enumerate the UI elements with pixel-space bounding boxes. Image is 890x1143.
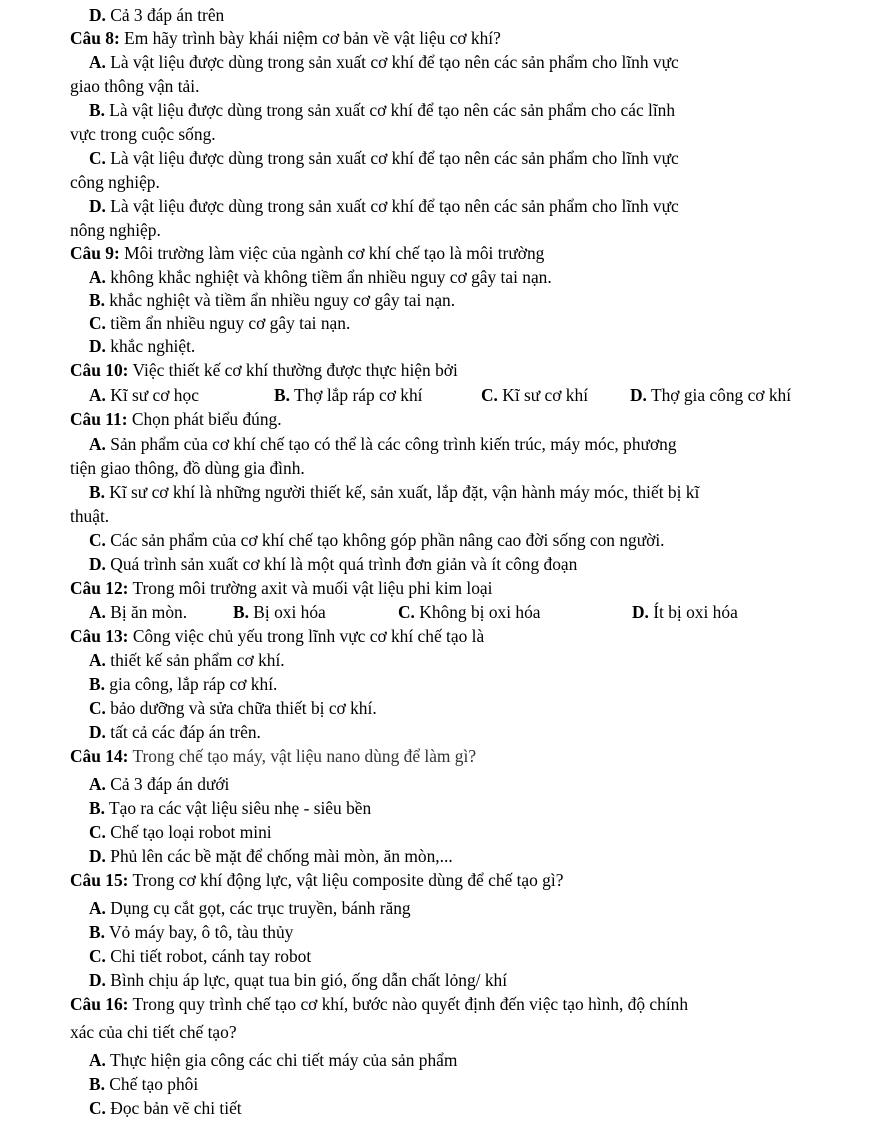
option-label: C. <box>89 148 106 168</box>
question-line <box>0 625 890 647</box>
answer-options-row <box>0 601 890 623</box>
option-text: Kĩ sư cơ khí <box>497 385 589 405</box>
question-line <box>0 993 890 1015</box>
answer-option <box>0 1049 890 1071</box>
option-label: B. <box>89 290 105 310</box>
option-text: Dụng cụ cắt gọt, các trục truyền, bánh răng <box>105 898 411 918</box>
option-text: gia công, lắp ráp cơ khí. <box>104 674 278 694</box>
option-text: khắc nghiệt và tiềm ẩn nhiều nguy cơ gây tai nạn. <box>104 290 456 310</box>
option-label: D. <box>89 196 106 216</box>
option-label: C. <box>89 530 106 550</box>
answer-option <box>0 821 890 843</box>
option-label: B. <box>89 1074 105 1094</box>
option-text: Là vật liệu được dùng trong sản xuất cơ khí để tạo nên các sản phẩm cho lĩnh vực <box>105 148 679 168</box>
answer-option <box>0 4 890 26</box>
answer-option <box>0 289 890 311</box>
option-text: tiện giao thông, đồ dùng gia đình. <box>70 458 305 478</box>
option-text: xác của chi tiết chế tạo? <box>70 1022 237 1042</box>
option-text: Chi tiết robot, cánh tay robot <box>105 946 312 966</box>
option-text: Đọc bản vẽ chi tiết <box>105 1098 242 1118</box>
option-label: B. <box>89 922 105 942</box>
question-line <box>0 869 890 891</box>
continuation-line <box>0 219 890 241</box>
option-label: A. <box>89 267 106 287</box>
option-label: A. <box>89 650 106 670</box>
answer-option <box>89 384 199 406</box>
option-text: vực trong cuộc sống. <box>70 124 216 144</box>
option-text: Tạo ra các vật liệu siêu nhẹ - siêu bền <box>104 798 372 818</box>
answer-option <box>0 1073 890 1095</box>
question-number: Câu 16: <box>70 994 129 1014</box>
question-line <box>0 745 890 767</box>
question-line <box>0 577 890 599</box>
option-text: Ít bị oxi hóa <box>648 602 738 622</box>
answer-option <box>630 384 791 406</box>
option-label: D. <box>89 554 106 574</box>
option-text: Thợ gia công cơ khí <box>646 385 792 405</box>
option-text: Vỏ máy bay, ô tô, tàu thủy <box>104 922 294 942</box>
option-label: C. <box>89 822 106 842</box>
question-number: Câu 12: <box>70 578 129 598</box>
option-text: Cả 3 đáp án trên <box>105 5 225 25</box>
answer-option <box>0 553 890 575</box>
answer-option <box>0 845 890 867</box>
option-label: D. <box>89 336 106 356</box>
answer-option <box>0 147 890 169</box>
question-number: Câu 9: <box>70 243 120 263</box>
answer-option <box>632 601 738 623</box>
option-label: C. <box>89 946 106 966</box>
option-label: D. <box>89 722 106 742</box>
option-label: A. <box>89 434 106 454</box>
option-label: A. <box>89 52 106 72</box>
answer-option <box>274 384 422 406</box>
option-text: Phủ lên các bề mặt để chống mài mòn, ăn mòn,... <box>105 846 453 866</box>
answer-option <box>0 649 890 671</box>
question-line <box>0 359 890 381</box>
option-label: B. <box>89 798 105 818</box>
question-number: Câu 13: <box>70 626 129 646</box>
option-label: A. <box>89 385 106 405</box>
answer-options-row <box>0 384 890 406</box>
option-label: D. <box>630 385 647 405</box>
question-number: Câu 14: <box>70 746 129 766</box>
question-text: Chọn phát biểu đúng. <box>127 409 282 429</box>
option-label: A. <box>89 1050 106 1070</box>
option-label: C. <box>89 1098 106 1118</box>
question-number: Câu 8: <box>70 28 120 48</box>
answer-option <box>0 99 890 121</box>
answer-option <box>0 433 890 455</box>
answer-option <box>0 335 890 357</box>
question-number: Câu 11: <box>70 409 128 429</box>
answer-option <box>0 195 890 217</box>
option-text: Sản phẩm của cơ khí chế tạo có thể là các công trình kiến trúc, máy móc, phương <box>105 434 677 454</box>
option-text: Bình chịu áp lực, quạt tua bin gió, ống dẫn chất lỏng/ khí <box>105 970 508 990</box>
option-label: D. <box>632 602 649 622</box>
option-text: Bị oxi hóa <box>248 602 326 622</box>
question-line <box>0 408 890 430</box>
option-text: nông nghiệp. <box>70 220 161 240</box>
option-text: Không bị oxi hóa <box>414 602 541 622</box>
answer-option <box>0 312 890 334</box>
answer-option <box>0 773 890 795</box>
answer-option <box>0 481 890 503</box>
option-text: Là vật liệu được dùng trong sản xuất cơ khí để tạo nên các sản phẩm cho lĩnh vực <box>105 196 679 216</box>
continuation-line <box>0 123 890 145</box>
answer-option <box>0 969 890 991</box>
option-text: Các sản phẩm của cơ khí chế tạo không góp phần nâng cao đời sống con người. <box>105 530 665 550</box>
continuation-line <box>0 457 890 479</box>
option-label: A. <box>89 774 106 794</box>
option-label: B. <box>89 482 105 502</box>
option-text: bảo dưỡng và sửa chữa thiết bị cơ khí. <box>105 698 377 718</box>
option-label: C. <box>398 602 415 622</box>
option-label: B. <box>89 674 105 694</box>
answer-option <box>0 266 890 288</box>
answer-option <box>0 921 890 943</box>
question-text: Trong quy trình chế tạo cơ khí, bước nào quyết định đến việc tạo hình, độ chính <box>128 994 689 1014</box>
option-text: Bị ăn mòn. <box>105 602 188 622</box>
option-label: D. <box>89 5 106 25</box>
option-text: Quá trình sản xuất cơ khí là một quá trình đơn giản và ít công đoạn <box>105 554 578 574</box>
option-label: A. <box>89 898 106 918</box>
continuation-line <box>0 505 890 527</box>
option-text: Cả 3 đáp án dưới <box>105 774 230 794</box>
question-number: Câu 15: <box>70 870 129 890</box>
option-text: thuật. <box>70 506 110 526</box>
question-line <box>0 27 890 49</box>
option-label: C. <box>481 385 498 405</box>
question-text: Công việc chủ yếu trong lĩnh vực cơ khí chế tạo là <box>128 626 485 646</box>
answer-option <box>0 897 890 919</box>
option-label: D. <box>89 846 106 866</box>
option-label: D. <box>89 970 106 990</box>
option-text: Thực hiện gia công các chi tiết máy của sản phẩm <box>105 1050 458 1070</box>
question-text: Môi trường làm việc của ngành cơ khí chế tạo là môi trường <box>119 243 545 263</box>
option-text: thiết kế sản phẩm cơ khí. <box>105 650 285 670</box>
option-label: B. <box>274 385 290 405</box>
answer-option <box>0 945 890 967</box>
answer-option <box>0 529 890 551</box>
option-text: Chế tạo phôi <box>104 1074 199 1094</box>
answer-option <box>0 697 890 719</box>
option-text: Thợ lắp ráp cơ khí <box>289 385 423 405</box>
option-label: B. <box>89 100 105 120</box>
answer-option <box>481 384 588 406</box>
answer-option <box>89 601 187 623</box>
question-number: Câu 10: <box>70 360 129 380</box>
answer-option <box>0 1097 890 1119</box>
answer-option <box>398 601 541 623</box>
option-label: A. <box>89 602 106 622</box>
option-text: công nghiệp. <box>70 172 160 192</box>
option-text: Là vật liệu được dùng trong sản xuất cơ khí để tạo nên các sản phẩm cho lĩnh vực <box>105 52 679 72</box>
option-text: khắc nghiệt. <box>105 336 196 356</box>
option-label: C. <box>89 698 106 718</box>
answer-option <box>0 797 890 819</box>
option-text: tiềm ẩn nhiều nguy cơ gây tai nạn. <box>105 313 351 333</box>
question-text: Việc thiết kế cơ khí thường được thực hiện bởi <box>128 360 458 380</box>
option-text: Là vật liệu được dùng trong sản xuất cơ khí để tạo nên các sản phẩm cho các lĩnh <box>104 100 676 120</box>
answer-option <box>0 673 890 695</box>
continuation-line <box>0 1021 890 1043</box>
answer-option <box>0 721 890 743</box>
option-text: Kĩ sư cơ khí là những người thiết kế, sản xuất, lắp đặt, vận hành máy móc, thiết bị kĩ <box>104 482 700 502</box>
option-text: tất cả các đáp án trên. <box>105 722 261 742</box>
question-text: Trong môi trường axit và muối vật liệu phi kim loại <box>128 578 493 598</box>
answer-option <box>0 51 890 73</box>
question-line <box>0 242 890 264</box>
option-text: không khắc nghiệt và không tiềm ẩn nhiều nguy cơ gây tai nạn. <box>105 267 552 287</box>
continuation-line <box>0 171 890 193</box>
question-text: Trong cơ khí động lực, vật liệu composite dùng để chế tạo gì? <box>128 870 564 890</box>
option-text: Chế tạo loại robot mini <box>105 822 272 842</box>
question-text: Trong chế tạo máy, vật liệu nano dùng để làm gì? <box>128 746 477 766</box>
option-label: B. <box>233 602 249 622</box>
answer-option <box>233 601 326 623</box>
option-label: C. <box>89 313 106 333</box>
option-text: Kĩ sư cơ học <box>105 385 199 405</box>
question-text: Em hãy trình bày khái niệm cơ bản về vật liệu cơ khí? <box>119 28 501 48</box>
option-text: giao thông vận tải. <box>70 76 200 96</box>
continuation-line <box>0 75 890 97</box>
